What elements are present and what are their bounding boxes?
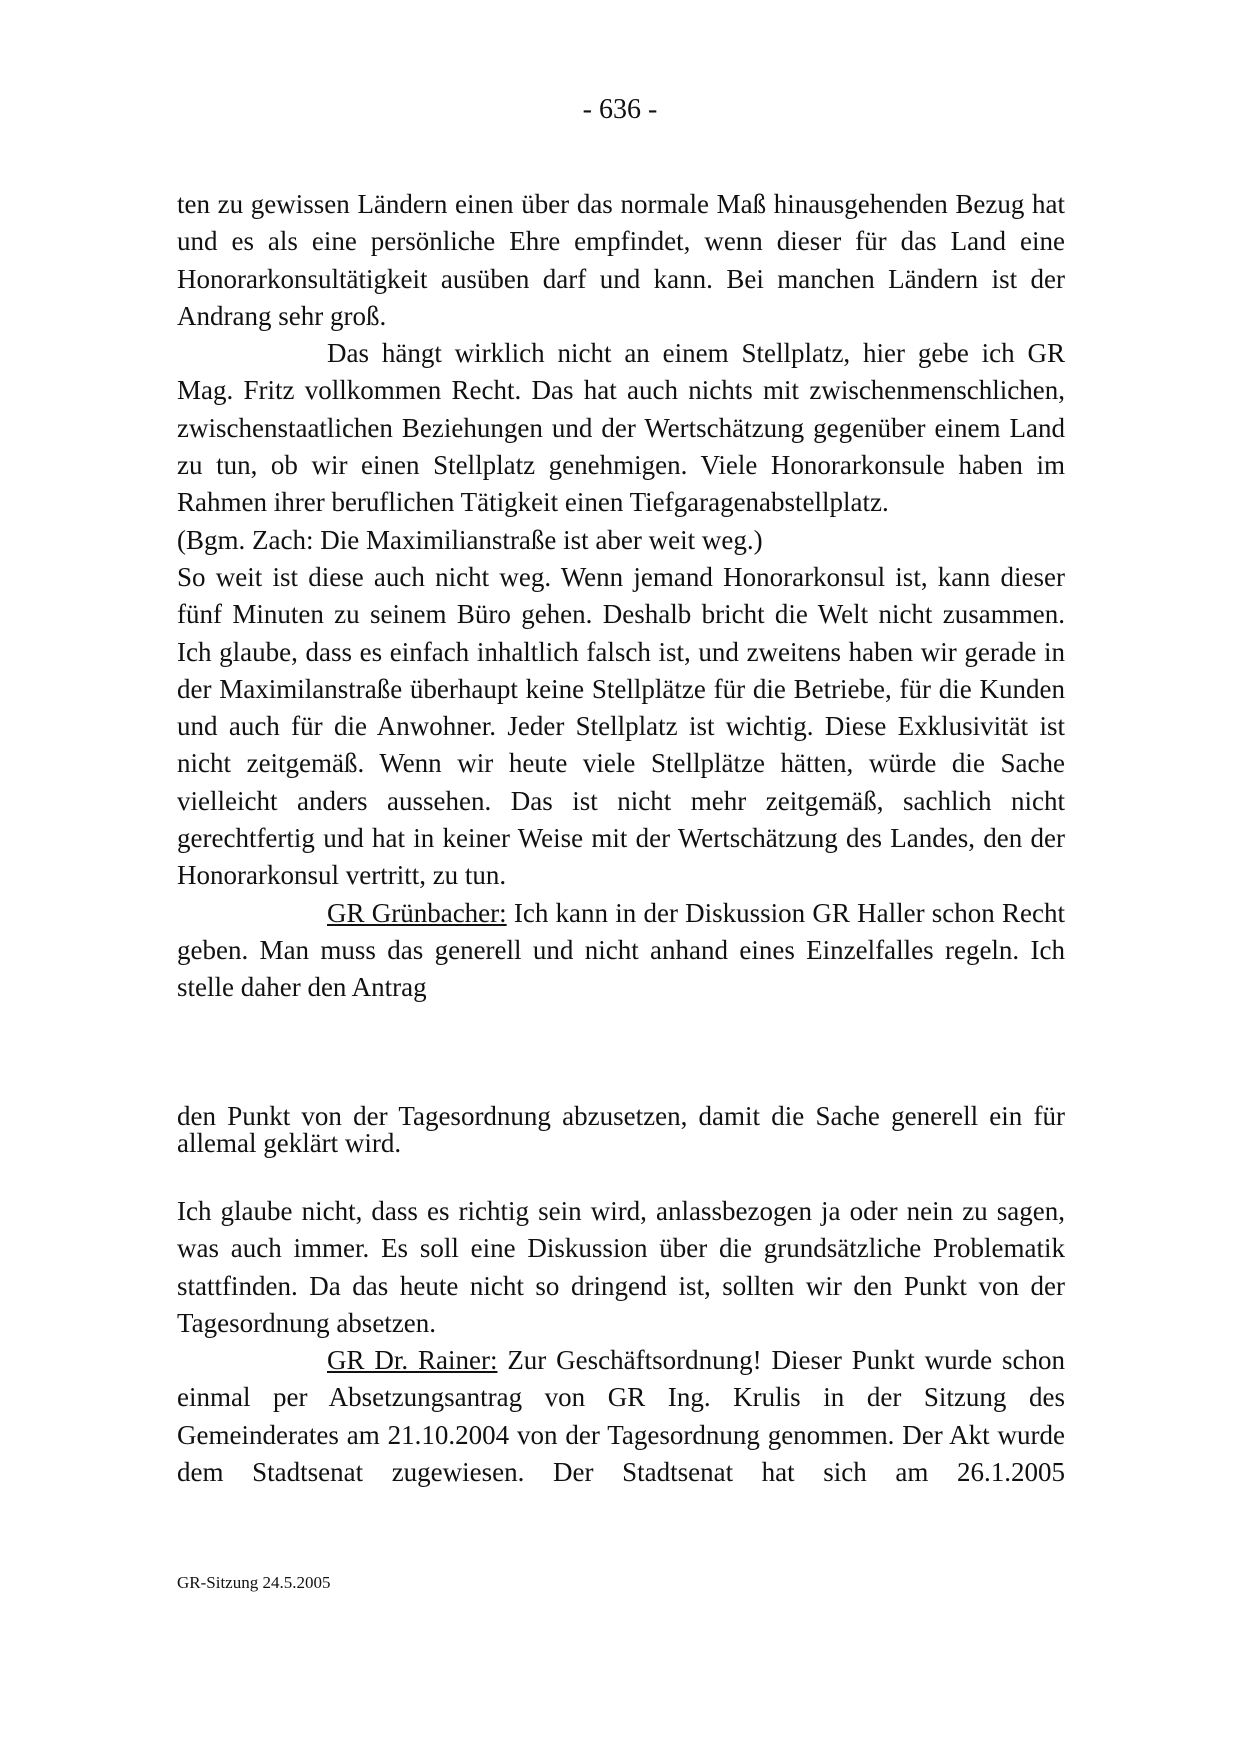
paragraph-4: Ich glaube nicht, dass es richtig sein wird, anlassbezogen ja oder nein zu sagen, was auch immer. Es soll eine Diskussion über die grundsätzliche Problematik stattfinden. Da das heute nicht so dringend ist, sollten wir den Punkt von der Tagesordnung absetzen. (177, 1196, 1065, 1338)
footer-session-date: GR-Sitzung 24.5.2005 (177, 1573, 331, 1592)
motion-text: den Punkt von der Tagesordnung abzusetzen, damit die Sache generell ein für allemal geklärt wird. (177, 1101, 1065, 1158)
paragraph-1: ten zu gewissen Ländern einen über das normale Maß hinausgehenden Bezug hat und es als eine persönliche Ehre empfindet, wenn dieser für das Land eine Honorarkonsultätigkeit ausüben darf und kann. Bei manchen Ländern ist der Andrang sehr groß. (177, 189, 1065, 331)
transcript-body (177, 186, 1065, 1007)
speaker-paragraph-rainer (177, 1342, 1065, 1491)
page-number: - 636 - (582, 94, 658, 125)
speaker-paragraph-gruenbacher (177, 895, 1065, 1007)
paragraph-3: So weit ist diese auch nicht weg. Wenn jemand Honorarkonsul ist, kann dieser fünf Minuten zu seinem Büro gehen. Deshalb bricht die Welt nicht zusammen. Ich glaube, dass es einfach inhaltlich falsch ist, und zweitens haben wir gerade in der Maximilanstraße überhaupt keine Stellplätze für die Betriebe, für die Kunden und auch für die Anwohner. Jeder Stellplatz ist wichtig. Diese Exklusivität ist nicht zeitgemäß. Wenn wir heute viele Stellplätze hätten, würde die Sache vielleicht anders aussehen. Das ist nicht mehr zeitgemäß, sachlich nicht gerechtfertig und hat in keiner Weise mit der Wertschätzung des Landes, den der Honorarkonsul vertritt, zu tun. (177, 561, 1065, 891)
interjection: (Bgm. Zach: Die Maximilianstraße ist aber weit weg.) (177, 524, 763, 555)
speaker-name-rainer: GR Dr. Rainer: (327, 1345, 498, 1376)
speaker-text-gruenbacher: Ich kann in der Diskussion GR Haller schon Recht geben. Man muss das generell und nicht anhand eines Einzelfalles regeln. Ich stelle daher den Antrag (177, 897, 1065, 1003)
transcript-body-continued (177, 1193, 1065, 1491)
speaker-text-rainer: Zur Geschäftsordnung! Dieser Punkt wurde schon einmal per Absetzungsantrag von GR Ing. Krulis in der Sitzung des Gemeinderates am 21.10.2004 von der Tagesordnung genommen. Der Akt wurde dem Stadtsenat zugewiesen. Der Stadtsenat hat sich am 26.1.2005 (177, 1345, 1065, 1488)
speaker-name-gruenbacher: GR Grünbacher: (327, 897, 507, 928)
paragraph-2: Das hängt wirklich nicht an einem Stellplatz, hier gebe ich GR Mag. Fritz vollkommen Recht. Das hat auch nichts mit zwischenmenschlichen, zwischenstaatlichen Beziehungen und der Wertschätzung gegenüber einem Land zu tun, ob wir einen Stellplatz genehmigen. Viele Honorarkonsule haben im Rahmen ihrer beruflichen Tätigkeit einen Tiefgaragenabstellplatz. (177, 338, 1065, 518)
motion-block (177, 1103, 1065, 1157)
